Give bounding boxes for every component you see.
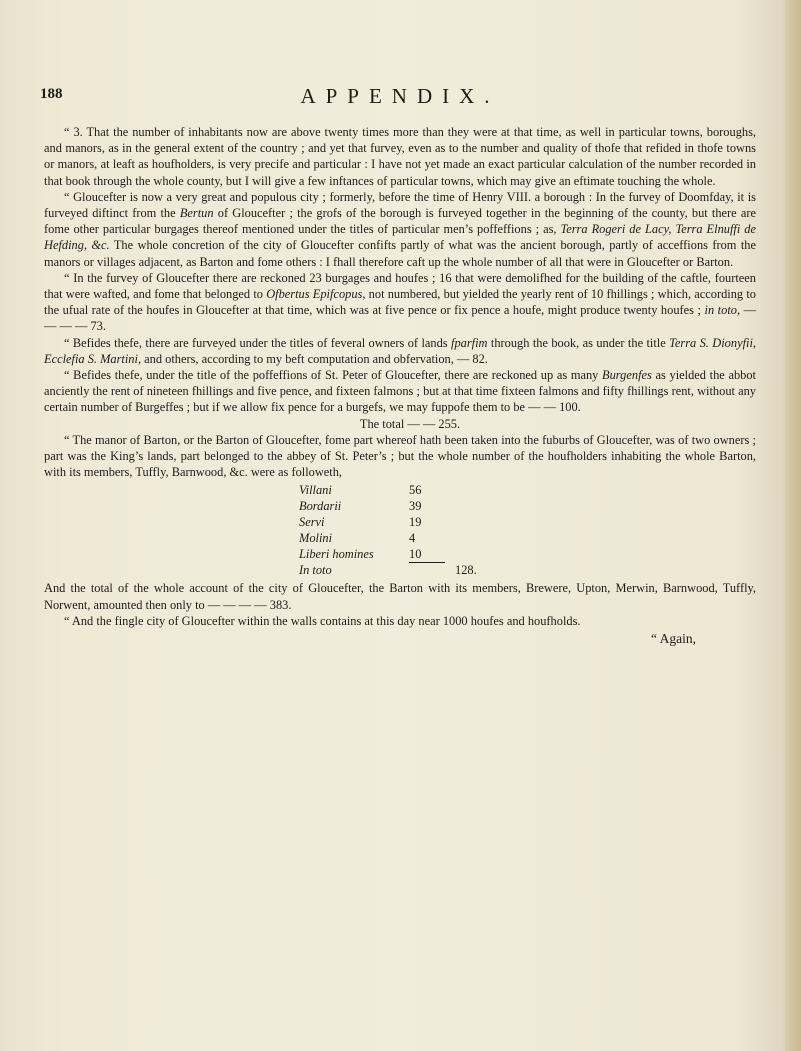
text-run: The whole concretion of the city of Gloucefter confifts partly of what was the ancient borough, partly of acceffions from the manors or villages adjacent, as Barton and fome others : I fhall therefore caft up the whole number of all that were in Gloucefter or Barton. [44, 238, 756, 269]
householder-roll [299, 482, 619, 578]
total-line [44, 416, 756, 432]
italic-term: in toto, [704, 303, 741, 318]
roll-row [299, 530, 619, 546]
paragraph-7: And the total of the whole account of the city of Gloucefter, the Barton with its members, Brewere, Upton, Merwin, Barnwood, Tuffly, Norwent, amounted then only to — — — — 383. [44, 581, 756, 612]
paragraph-2 [44, 189, 756, 270]
text-run: “ Gloucefter is now a very great and populous city ; formerly, before the time of Henry VIII. a borough : In the furvey of Doomfday, it is furveyed diftinct from the [44, 189, 756, 221]
text-run: “ Befides thefe, there are furveyed under the titles of feveral owners of lands [64, 335, 451, 350]
running-head: APPENDIX. [300, 84, 500, 108]
catchword: “ Again, [651, 631, 696, 647]
paragraph-1: “ 3. That the number of inhabitants now are above twenty times more than they were at that time, as well in particular towns, boroughs, and manors, as in the general extent of the country ; and yet that furvey, even as to the number and quality of thofe that refided in thofe towns or manors, at leaft as houfholders, is very precife and particular : I have not yet made an exact particular calculation of the number recorded in that book through the whole county, but I will give a few inftances of particular towns, which may give an eftimate touching the whole. [44, 125, 756, 188]
roll-value: 4 [409, 531, 416, 546]
roll-total-value: 128. [455, 563, 477, 578]
text-run: as yielded the abbot anciently the rent of nineteen fhillings and five pence, and fixteen falmons ; but at that time fixteen falmons and fifty fhillings rent, without any certain number of Burgeffes ; but if we allow fix pence for a burgefs, we may fuppofe them to be — — 100. [44, 368, 756, 415]
paragraph-8: “ And the fingle city of Gloucefter within the walls contains at this day near 1000 houfes and houfholds. [64, 613, 581, 628]
roll-label: Servi [299, 515, 325, 530]
roll-value: 56 [409, 483, 422, 498]
roll-row [299, 546, 619, 562]
roll-total-label: In toto [299, 563, 332, 578]
text-run: of Gloucefter ; the grofs of the borough is furveyed together in the beginning of the county, but there are fome other particular burgages thereof mentioned under the titles of particular men’s poffeffions ; as, [44, 206, 756, 237]
italic-term: Ofbertus Epifcopus [266, 287, 363, 302]
roll-value: 39 [409, 499, 422, 514]
page-number: 188 [40, 86, 63, 102]
italic-term: Bertun [179, 206, 214, 221]
text-run: “ In the furvey of Gloucefter there are reckoned 23 burgages and houfes ; 16 that were demolifhed for the building of the caftle, fourteen that were wafted, and fome that belonged to [44, 270, 756, 302]
roll-label: Molini [299, 531, 333, 546]
italic-term: Terra Rogeri de Lacy, Terra Elnuffi de Hefding, &c. [44, 222, 756, 253]
italic-term: fparfim [451, 335, 488, 350]
paragraph-5 [44, 367, 756, 416]
text-run: — — — — 73. [44, 303, 756, 334]
roll-row [299, 498, 619, 514]
text-run: , not numbered, but yielded the yearly rent of 10 fhillings ; which, according to the ufual rate of the houfes in Gloucefter at that time, which was at five pence or fix pence a houfe, might produce twenty houfes ; [44, 287, 756, 318]
roll-dash-rule [409, 562, 445, 578]
roll-row [299, 482, 619, 498]
italic-term: Burgenfes [602, 368, 652, 383]
page-edge-shadow [785, 0, 801, 1051]
roll-value: 19 [409, 515, 422, 530]
roll-label: Bordarii [299, 499, 342, 514]
roll-total-row [299, 562, 619, 578]
page-body [44, 124, 756, 647]
paragraph-4 [44, 335, 756, 367]
roll-value: 10 [409, 547, 422, 562]
paragraph-3 [44, 270, 756, 335]
roll-row [299, 514, 619, 530]
text-run: “ Befides thefe, under the title of the poffeffions of St. Peter of Gloucefter, there are reckoned up as many [64, 368, 603, 383]
total-value: 255. [438, 416, 461, 431]
paragraph-6: “ The manor of Barton, or the Barton of Gloucefter, fome part whereof hath been taken into the fuburbs of Gloucefter, was of two owners ; part was the King’s lands, part belonged to the abbey of St. Peter’s ; but the whole number of the houfholders inhabiting the whole Barton, with its members, Tuffly, Barnwood, &c. were as followeth, [44, 432, 756, 480]
total-label: The total — — [359, 416, 436, 431]
text-run: through the book, as under the title [487, 335, 670, 350]
text-run: and others, according to my beft computation and obfervation, — 82. [141, 351, 488, 366]
italic-term: Terra S. Dionyfii, Ecclefia S. Martini, [44, 335, 756, 366]
page-header [40, 86, 760, 110]
roll-label: Villani [299, 483, 332, 498]
roll-label: Liberi homines [299, 547, 374, 562]
